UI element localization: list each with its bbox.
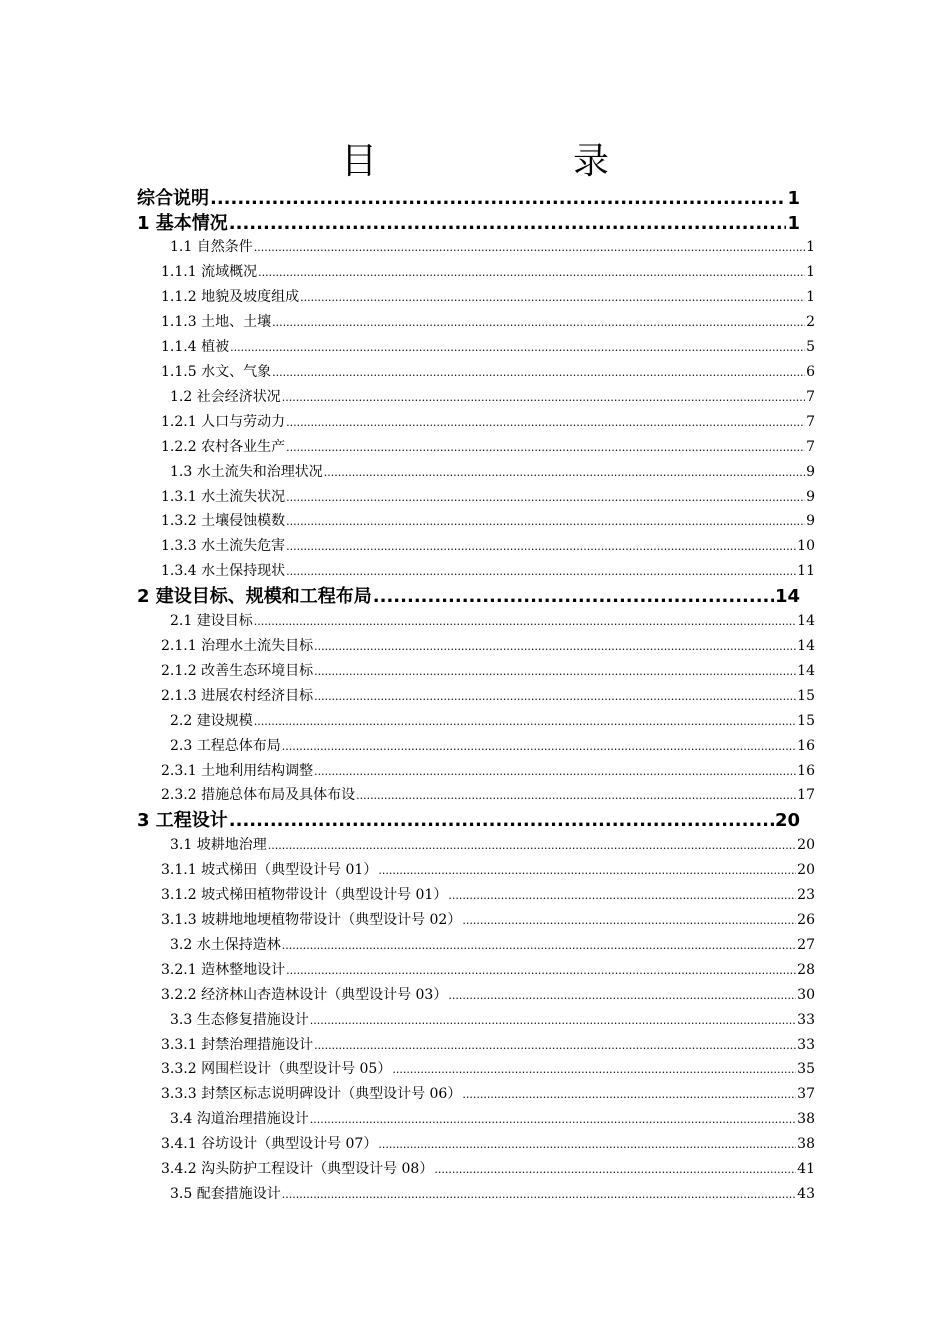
toc-entry[interactable]	[137, 186, 800, 212]
toc-entry-label: 3.2 水土保持造林	[170, 936, 281, 953]
toc-entry-page: 26	[797, 911, 815, 928]
toc-leader-dots	[286, 410, 805, 435]
toc-entry[interactable]	[161, 908, 815, 933]
toc-entry[interactable]	[161, 335, 815, 360]
toc-entry-label: 1.3 水土流失和治理状况	[170, 463, 323, 480]
toc-leader-dots	[462, 908, 796, 933]
toc-entry-page: 1	[806, 239, 815, 255]
toc-entry[interactable]	[170, 933, 815, 958]
toc-leader-dots	[378, 1132, 796, 1157]
toc-entry-page: 16	[797, 762, 815, 779]
toc-entry-page: 1	[787, 212, 800, 234]
toc-entry-page: 5	[806, 338, 815, 355]
toc-entry[interactable]	[170, 1008, 815, 1033]
toc-entry[interactable]	[161, 260, 815, 285]
toc-entry-label: 2 建设目标、规模和工程布局	[137, 586, 372, 608]
toc-leader-dots	[356, 783, 796, 808]
toc-entry-label: 2.1 建设目标	[170, 612, 253, 629]
toc-entry-page: 20	[774, 810, 800, 832]
toc-entry[interactable]	[161, 759, 815, 784]
toc-entry[interactable]	[161, 983, 815, 1008]
toc-entry-label: 3.5 配套措施设计	[170, 1186, 281, 1203]
toc-entry-page: 9	[806, 513, 815, 530]
toc-entry-label: 3.3.2 网围栏设计（典型设计号 05）	[161, 1061, 392, 1078]
toc-entry[interactable]	[161, 485, 815, 510]
toc-entry[interactable]	[161, 285, 815, 310]
toc-entry-label: 3.1.1 坡式梯田（典型设计号 01）	[161, 861, 378, 878]
toc-entry[interactable]	[161, 659, 815, 684]
toc-entry[interactable]	[161, 534, 815, 559]
toc-leader-dots	[272, 310, 805, 335]
toc-leader-dots	[392, 1057, 796, 1082]
toc-leader-dots	[324, 460, 805, 485]
toc-entry-page: 38	[797, 1111, 815, 1128]
toc-entry-page: 38	[797, 1136, 815, 1153]
toc-entry-page: 9	[806, 463, 815, 480]
toc-entry-label: 2.1.1 治理水土流失目标	[161, 637, 314, 654]
toc-leader-dots	[300, 285, 805, 310]
toc-leader-dots	[229, 808, 774, 834]
toc-entry[interactable]	[137, 211, 800, 237]
toc-entry-label: 3.4 沟道治理措施设计	[170, 1111, 309, 1128]
page-title: 目 录	[340, 141, 689, 182]
toc-entry[interactable]	[161, 1057, 815, 1082]
toc-entry-page: 14	[797, 662, 815, 679]
toc-entry-label: 1.1.4 植被	[161, 338, 230, 355]
toc-leader-dots	[268, 833, 796, 858]
toc-entry-page: 14	[797, 637, 815, 654]
toc-entry-page: 2	[806, 313, 815, 330]
toc-leader-dots	[210, 186, 786, 212]
toc-entry-page: 14	[797, 612, 815, 629]
toc-entry[interactable]	[170, 709, 815, 734]
toc-entry-label: 2.3.2 措施总体布局及具体布设	[161, 787, 356, 804]
toc-entry[interactable]	[137, 584, 800, 610]
toc-entry-page: 20	[797, 861, 815, 878]
toc-leader-dots	[254, 709, 796, 734]
toc-entry[interactable]	[161, 509, 815, 534]
toc-entry-page: 28	[797, 961, 815, 978]
toc-leader-dots	[373, 584, 774, 610]
toc-entry[interactable]	[161, 634, 815, 659]
toc-entry-page: 43	[797, 1186, 815, 1203]
toc-entry[interactable]	[161, 310, 815, 335]
toc-entry[interactable]	[170, 609, 815, 634]
toc-entry[interactable]	[137, 808, 800, 834]
toc-entry-label: 2.3 工程总体布局	[170, 737, 281, 754]
toc-entry[interactable]	[161, 1132, 815, 1157]
toc-entry-page: 11	[797, 563, 815, 580]
toc-entry[interactable]	[170, 385, 815, 410]
toc-entry-page: 1	[806, 263, 815, 280]
toc-leader-dots	[448, 883, 796, 908]
toc-entry-label: 3.3 生态修复措施设计	[170, 1011, 309, 1028]
toc-entry[interactable]	[170, 460, 815, 485]
toc-entry-label: 2.3.1 土地利用结构调整	[161, 762, 314, 779]
toc-entry[interactable]	[161, 684, 815, 709]
toc-entry[interactable]	[161, 559, 815, 584]
toc-leader-dots	[286, 435, 805, 460]
toc-entry-page: 10	[797, 538, 815, 555]
toc-leader-dots	[254, 609, 796, 634]
toc-entry-label: 3 工程设计	[137, 810, 228, 832]
toc-leader-dots	[378, 858, 796, 883]
toc-entry-label: 综合说明	[137, 188, 209, 209]
toc-entry-label: 2.2 建设规模	[170, 712, 253, 729]
toc-entry-label: 1.1.2 地貌及坡度组成	[161, 288, 300, 305]
toc-entry-label: 3.3.3 封禁区标志说明碑设计（典型设计号 06）	[161, 1086, 462, 1103]
toc-leader-dots	[282, 933, 796, 958]
toc-entry-label: 3.4.1 谷坊设计（典型设计号 07）	[161, 1136, 378, 1153]
toc-entry[interactable]	[161, 1157, 815, 1182]
toc-leader-dots	[229, 211, 787, 237]
toc-entry-page: 17	[797, 787, 815, 804]
toc-leader-dots	[286, 559, 796, 584]
toc-entry-label: 3.1 坡耕地治理	[170, 836, 267, 853]
toc-entry-page: 41	[797, 1161, 815, 1178]
toc-entry[interactable]	[161, 883, 815, 908]
toc-entry-label: 1.2 社会经济状况	[170, 388, 281, 405]
toc-entry-page: 9	[806, 488, 815, 505]
toc-entry-label: 1.1.1 流域概况	[161, 263, 258, 280]
toc-leader-dots	[314, 659, 796, 684]
toc-entry[interactable]	[161, 958, 815, 983]
toc-leader-dots	[462, 1082, 796, 1107]
toc-entry-page: 20	[797, 836, 815, 853]
toc-leader-dots	[448, 983, 796, 1008]
toc-entry[interactable]	[161, 1082, 815, 1107]
toc-entry-label: 1.1.3 土地、土壤	[161, 313, 272, 330]
toc-entry-label: 3.1.2 坡式梯田植物带设计（典型设计号 01）	[161, 886, 448, 903]
toc-entry-page: 35	[797, 1061, 815, 1078]
toc-entry-page: 1	[787, 188, 800, 209]
toc-leader-dots	[258, 260, 805, 285]
toc-entry-page: 7	[806, 438, 815, 455]
toc-leader-dots	[230, 335, 805, 360]
toc-entry-page: 7	[806, 388, 815, 405]
toc-entry[interactable]	[170, 833, 815, 858]
toc-leader-dots	[286, 534, 796, 559]
toc-entry-page: 27	[797, 936, 815, 953]
toc-entry[interactable]	[170, 1182, 815, 1207]
toc-leader-dots	[310, 1008, 796, 1033]
toc-entry-label: 1.2.1 人口与劳动力	[161, 413, 286, 430]
toc-entry-label: 3.4.2 沟头防护工程设计（典型设计号 08）	[161, 1161, 434, 1178]
toc-leader-dots	[286, 958, 796, 983]
toc-entry-label: 1.1 自然条件	[170, 239, 253, 255]
toc-entry[interactable]	[170, 1107, 815, 1132]
toc-entry[interactable]	[161, 783, 815, 808]
toc-leader-dots	[282, 1182, 796, 1207]
toc-entry-label: 2.1.2 改善生态环境目标	[161, 662, 314, 679]
toc-entry-page: 15	[797, 712, 815, 729]
toc-entry-label: 1.1.5 水文、气象	[161, 363, 272, 380]
toc-entry-page: 14	[774, 586, 800, 608]
toc-entry[interactable]	[161, 435, 815, 460]
toc-entry-page: 15	[797, 687, 815, 704]
toc-leader-dots	[314, 634, 796, 659]
toc-leader-dots	[286, 509, 805, 534]
toc-entry-label: 1.3.1 水土流失状况	[161, 488, 286, 505]
toc-entry-page: 33	[797, 1036, 815, 1053]
toc-entry-label: 1.3.2 土壤侵蚀模数	[161, 513, 286, 530]
toc-entry-label: 1.2.2 农村各业生产	[161, 438, 286, 455]
toc-entry-page: 30	[797, 986, 815, 1003]
toc-entry[interactable]	[161, 360, 815, 385]
toc-entry-page: 1	[806, 288, 815, 305]
toc-entry-label: 1 基本情况	[137, 212, 228, 234]
toc-entry-label: 1.3.4 水土保持现状	[161, 563, 286, 580]
toc-entry-page: 6	[806, 363, 815, 380]
toc-leader-dots	[314, 684, 796, 709]
toc-entry-page: 23	[797, 886, 815, 903]
toc-entry-page: 33	[797, 1011, 815, 1028]
toc-leader-dots	[282, 385, 805, 410]
toc-leader-dots	[286, 485, 805, 510]
toc-entry-label: 2.1.3 进展农村经济目标	[161, 687, 314, 704]
toc-entry[interactable]	[161, 1033, 815, 1058]
toc-entry-label: 3.1.3 坡耕地地埂植物带设计（典型设计号 02）	[161, 911, 462, 928]
toc-entry[interactable]	[170, 235, 815, 260]
toc-leader-dots	[314, 1033, 796, 1058]
toc-entry-page: 7	[806, 413, 815, 430]
toc-leader-dots	[314, 759, 796, 784]
toc-leader-dots	[310, 1107, 796, 1132]
toc-entry[interactable]	[161, 410, 815, 435]
toc-leader-dots	[434, 1157, 796, 1182]
toc-entry-page: 16	[797, 737, 815, 754]
toc-leader-dots	[272, 360, 805, 385]
toc-entry-label: 1.3.3 水土流失危害	[161, 538, 286, 555]
toc-entry-label: 3.2.1 造林整地设计	[161, 961, 286, 978]
toc-entry-label: 3.2.2 经济林山杏造林设计（典型设计号 03）	[161, 986, 448, 1003]
toc-leader-dots	[282, 734, 796, 759]
toc-entry[interactable]	[161, 858, 815, 883]
toc-entry[interactable]	[170, 734, 815, 759]
toc-entry-page: 37	[797, 1086, 815, 1103]
toc-leader-dots	[254, 235, 805, 260]
toc-entry-label: 3.3.1 封禁治理措施设计	[161, 1036, 314, 1053]
